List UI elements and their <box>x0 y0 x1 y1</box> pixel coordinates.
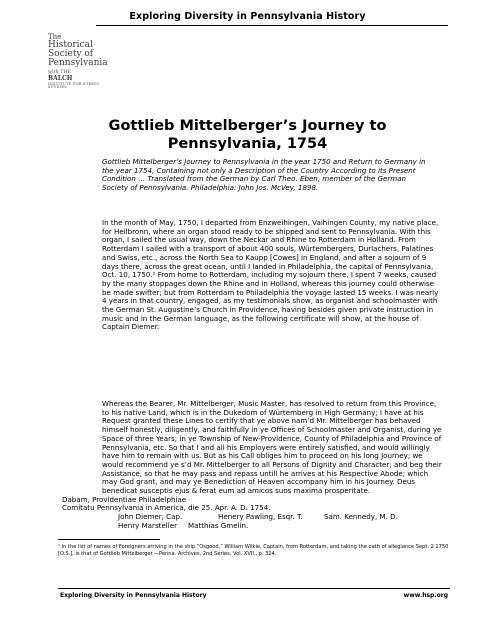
logo-line: Society of <box>48 49 94 59</box>
logo-line: with THE <box>48 70 72 75</box>
logo-line: The <box>48 33 62 41</box>
signatory: John Diemer, Cap. <box>118 512 183 522</box>
footnote: ¹ In the list of names of Foreigners arriving in the ship “Osgood,” William Wilkie, Captain, from Rotterdam, and taking the oath of allegiance Sept. 2 1750 [O.S.], is that of Gottlieb Mittelberger.—Penna. Archives, 2nd Series, Vol. XVII., p. 324. <box>58 544 449 558</box>
footer-url: www.hsp.org <box>403 592 448 599</box>
signatory: Sam. Kennedy, M. D. <box>324 512 398 522</box>
hsp-logo <box>48 34 106 126</box>
certificate-letter <box>62 400 444 531</box>
paragraph-text: In the month of May, 1750, I departed from Enzweihingen, Vaihingen County, my native place, for Heilbronn, where an organ stood ready to be shipped and sent to Pennsylvania. With this organ, I sailed the usual way, down the Neckar and Rhine to Rotterdam in Holland. From Rotterdam I sailed with a transport of about 400 souls, Würtembergers, Durlachers, Palatines and Swiss, etc., across the North Sea to Kaupp [Cowes] in England, and after a sojourn of 9 days there, across the great ocean, until I landed in Philadelphia, the capital of Pennsylvania, Oct. 10, 1750.¹ From home to Rotterdam, including my sojourn there, I spent 7 weeks, caused by the many stoppages down the Rhine and in Holland, whereas this journey could otherwise be made swifter; but from Rotterdam to Philadelphia the voyage lasted 15 weeks. I was nearly 4 years in that country, engaged, as my testimonials show, as organist and schoolmaster with the German St. Augustine’s Church in Providence, having besides given private instruction in music and in the German language, as the following certificate will show, at the house of Captain Diemer. <box>102 218 439 332</box>
narrative-paragraph <box>62 219 444 332</box>
signatories-row <box>62 522 444 531</box>
citation-text: Gottlieb Mittelberger’s Journey to Pennsylvania in the year 1750 and Return to Germany in the year 1754, Containing not only a Description of the Country According to its Present Condition … Translated from the German by Carl Theo. Eben, member of the German Society of Pennsylvania. Philadelphia: John Jos. McVey, 1898. <box>102 157 426 193</box>
header-divider <box>96 25 448 26</box>
footer-divider <box>58 588 450 589</box>
logo-line: Historical <box>48 40 93 50</box>
signatory: Henery Pawling, Esqr. T. <box>218 512 303 522</box>
letter-text: Whereas the Bearer, Mr. Mittelberger, Music Master, has resolved to return from this Province, to his native Land, which is in the Dukedom of Würtemberg in High Germany; I have at his Request granted these Lines to certify that ye above nam’d Mr. Mittelberger has behaved himself honestly, diligently, and faithfully in ye Offices of Schoolmaster and Organist, during ye Space of three Years; in ye Township of New-Providence, County of Philadelphia and Province of Pennsylvania, etc. So that I and all his Employers were entirely satisfied, and would willingly have him to remain with us. But as his Call obliges him to proceed on his long Journey; we would recommend ye s’d Mr. Mittelberger to all Persons of Dignity and Character; and beg their Assistance, so that he may pass and repass untill he arrives at his Respective Abode; which may God grant, and may ye Benediction of Heaven accompany him in his Journey. Deus benedicat susceptis ejus & ferat eum ad amicos suos maxima prosperitate. <box>102 399 442 496</box>
footer-title: Exploring Diversity in Pennsylvania History <box>60 592 207 599</box>
source-citation <box>102 158 432 193</box>
footnote-divider <box>58 539 160 540</box>
header-title: Exploring Diversity in Pennsylvania History <box>129 11 366 22</box>
signatory: Matthias Gmelin. <box>188 520 249 530</box>
logo-line: BALCH <box>48 74 73 82</box>
closing-line-2: Comitatu Pennsylvania in America, die 25. Apr. A. D. 1754. <box>62 503 271 513</box>
logo-line: INSTITUTE FOR ETHNIC STUDIES <box>48 81 100 89</box>
signatory: Henry Marsteller <box>118 520 178 530</box>
title-line-2: Pennsylvania, 1754 <box>167 136 328 152</box>
title-line-1: Gottlieb Mittelberger’s Journey to <box>108 118 387 134</box>
closing-line-1: Dabam, Providentiae Philadelphiae <box>62 494 187 504</box>
document-title <box>0 117 495 153</box>
logo-line: Pennsylvania <box>48 58 108 68</box>
